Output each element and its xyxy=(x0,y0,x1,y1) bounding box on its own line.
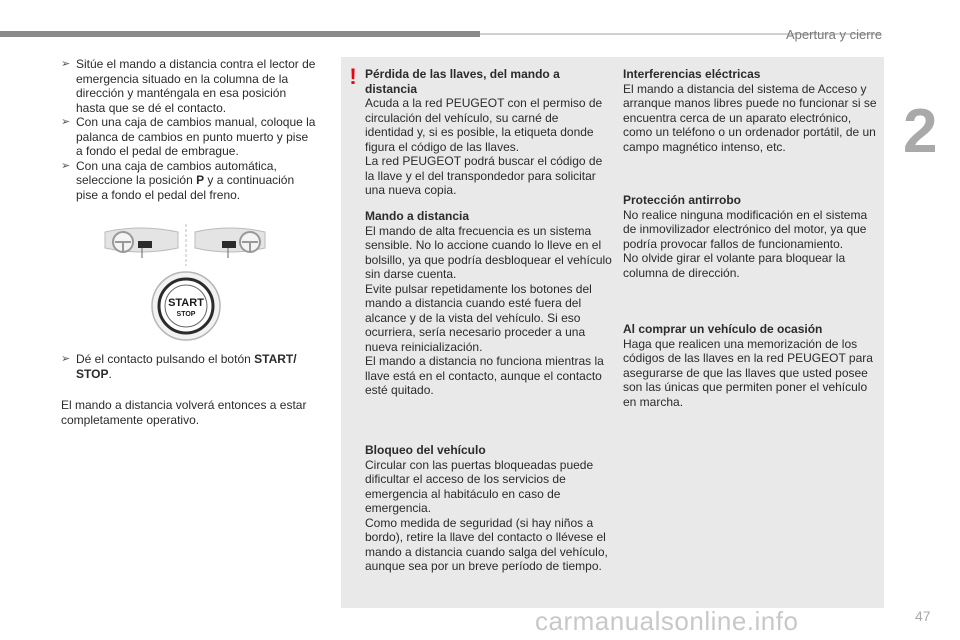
chapter-number: 2 xyxy=(903,97,938,166)
list-item: ➢ Con una caja de cambios manual, coloque la palanca de cambios en punto muerto y pise a fondo el pedal de embrague. xyxy=(61,115,316,158)
list-item: ➢ Dé el contacto pulsando el botón START/ STOP. xyxy=(61,352,297,381)
arrow-bullet-icon: ➢ xyxy=(61,58,71,70)
list-item: ➢ Sitúe el mando a distancia contra el lector de emergencia situado en la columna de la dirección y manténgala en esa posición hasta que se dé el contacto. xyxy=(61,57,316,115)
arrow-bullet-icon: ➢ xyxy=(61,116,71,128)
instruction-column xyxy=(61,57,316,202)
start-button-illustration xyxy=(100,222,270,352)
instruction-list xyxy=(61,57,316,202)
page-number: 47 xyxy=(915,608,931,624)
arrow-bullet-icon: ➢ xyxy=(61,353,71,365)
start-stop-button-icon xyxy=(152,272,220,340)
section-title: Apertura y cierre xyxy=(786,27,883,42)
used-vehicle-section: Al comprar un vehículo de ocasión Haga que realicen una memorización de los códigos de las llaves en la red PEUGEOT para asegurarse de que las llaves que usted posee son las únicas que permiten poner el vehículo en marcha. xyxy=(623,322,873,409)
stop-label: STOP xyxy=(176,311,196,318)
list-item: ➢ Con una caja de cambios automática, seleccione la posición P y a continuación pise a fondo el pedal del freno. xyxy=(61,158,295,202)
watermark: carmanualsonline.info xyxy=(535,606,799,636)
body-paragraph: El mando a distancia volverá entonces a estar completamente operativo. xyxy=(61,398,307,427)
vehicle-locking-section: Bloqueo del vehículo Circular con las puertas bloqueadas puede dificultar el acceso de los servicios de emergencia al habitáculo en caso de emergencia. Como medida de seguridad (si hay niños a bordo), retire la llave del contacto o llévese el mando a distancia cuando salga del vehículo, aunque sea por un breve período de tiempo. xyxy=(365,443,608,573)
start-label: START xyxy=(168,297,204,309)
anti-theft-section: Protección antirrobo No realice ninguna modificación en el sistema de inmovilizador electrónico del motor, ya que podría provocar fallos de funcionamiento. No olvide girar el volante para bloquear la columna de dirección. xyxy=(623,193,868,280)
arrow-bullet-icon: ➢ xyxy=(61,159,71,172)
steering-wheel-icon xyxy=(195,228,265,258)
electrical-interference-section: Interferencias eléctricas El mando a distancia del sistema de Acceso y arranque manos libres puede no funcionar si se encuentra cerca de un aparato electrónico, como un teléfono o un ordenador portátil, de un campo magnético intenso, etc. xyxy=(623,67,877,154)
remote-control-section: Mando a distancia El mando de alta frecuencia es un sistema sensible. No lo accione cuando lo lleve en el bolsillo, ya que podría desbloquear el vehículo sin darse cuenta. Evite pulsar repetidamente los botones del mando a distancia cuando esté fuera del alcance y de la vista del vehículo. Si eso ocurriera, sería necesario proceder a una nueva reinicialización. El mando a distancia no funciona mientras la llave está en el contacto, aunque el contacto esté quitado. xyxy=(365,209,612,397)
header-bar xyxy=(0,31,480,37)
loss-of-keys-section: Pérdida de las llaves, del mando a distancia Acuda a la red PEUGEOT con el permiso de circulación del vehículo, su carné de identidad y, si es posible, la etiqueta donde figura el código de las llaves. La red PEUGEOT podrá buscar el código de la llave y el del transpondedor para solicitar una nueva copia. xyxy=(365,67,603,197)
pedal-icon xyxy=(105,228,178,258)
exclamation-warning-icon: ! xyxy=(349,64,357,89)
